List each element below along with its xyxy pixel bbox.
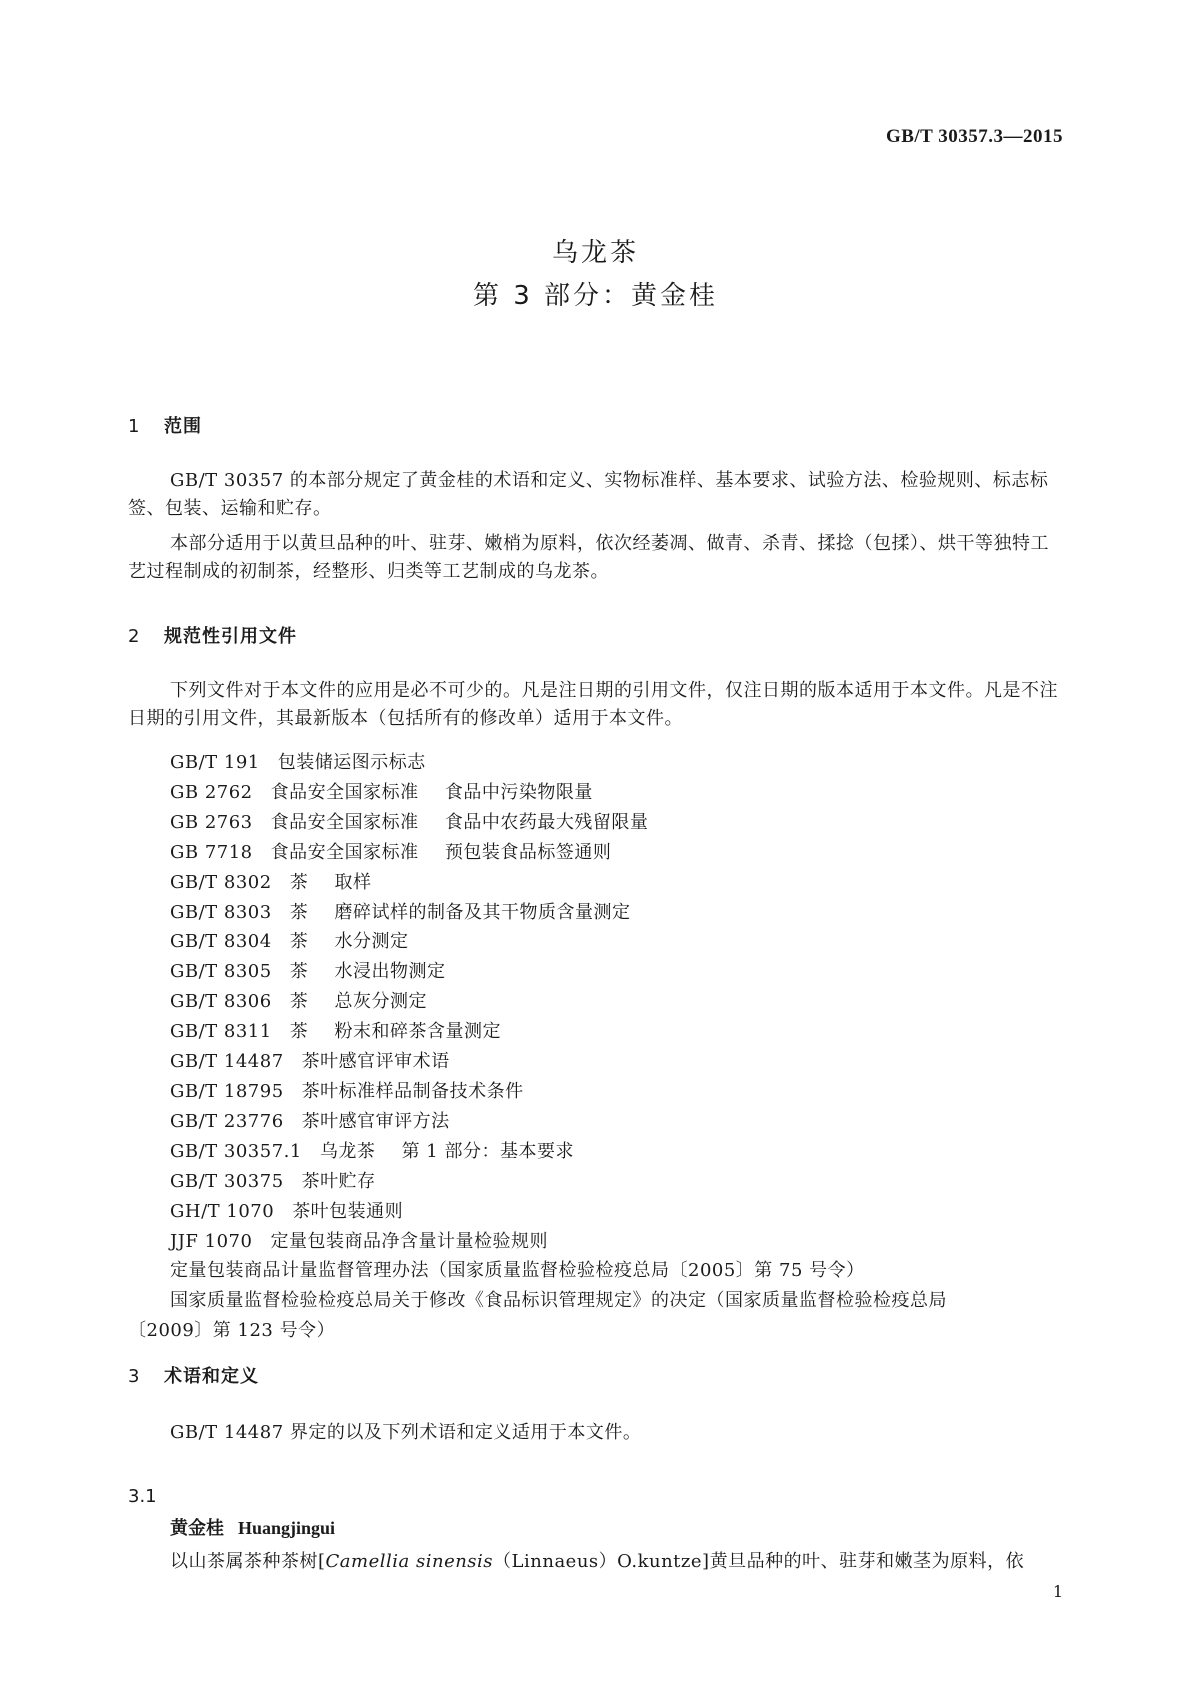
- reference-item: [128, 1286, 1064, 1346]
- reference-item: [170, 1077, 1064, 1107]
- definition-author: （Linnaeus）O.kuntze: [493, 1551, 703, 1572]
- reference-subtitle: 预包装食品标签通则: [444, 841, 612, 863]
- reference-code: GB/T 8302: [170, 871, 272, 893]
- reference-subtitle: 水浸出物测定: [334, 961, 446, 983]
- scope-paragraph-1: GB/T 30357 的本部分规定了黄金桂的术语和定义、实物标准样、基本要求、试验方法、检验规则、标志标签、包装、运输和贮存。: [128, 470, 1049, 519]
- document-title: 乌龙茶: [551, 238, 639, 268]
- reference-text-continued: 〔2009〕第 123 号令）: [128, 1320, 336, 1342]
- reference-item: [170, 748, 1064, 778]
- section-number: 1: [128, 416, 141, 437]
- section-title: 术语和定义: [164, 1366, 259, 1387]
- reference-title: 乌龙茶: [319, 1140, 376, 1162]
- reference-item: [170, 1017, 1064, 1047]
- reference-subtitle: 食品中农药最大残留限量: [444, 811, 649, 833]
- reference-list: [128, 748, 1064, 1346]
- latin-name: Camellia sinensis: [325, 1551, 494, 1572]
- section-heading-scope: [128, 412, 202, 438]
- reference-item: [170, 868, 1064, 898]
- reference-subtitle: 粉末和碎茶含量测定: [334, 1021, 501, 1043]
- reference-title: 茶: [289, 991, 309, 1013]
- reference-code: GB 2762: [170, 781, 253, 803]
- reference-title: 茶: [289, 931, 309, 953]
- reference-item: [170, 957, 1064, 987]
- reference-title: 茶: [289, 1021, 309, 1043]
- definition-text: 以山茶属茶种茶树[: [170, 1551, 326, 1572]
- reference-subtitle: 第 1 部分：基本要求: [401, 1140, 574, 1162]
- reference-title: 食品安全国家标准: [270, 811, 419, 833]
- term-number: 3.1: [128, 1486, 157, 1507]
- term-heading: [170, 1514, 335, 1540]
- document-subtitle: 第 3 部分：黄金桂: [472, 281, 719, 311]
- reference-title: 茶叶贮存: [301, 1170, 376, 1192]
- reference-item: [170, 927, 1064, 957]
- reference-item: [170, 1227, 1064, 1257]
- reference-title: 茶叶标准样品制备技术条件: [301, 1080, 524, 1102]
- reference-title: 茶叶包装通则: [292, 1200, 404, 1222]
- reference-code: GB/T 18795: [170, 1080, 284, 1102]
- reference-code: GB 2763: [170, 811, 253, 833]
- reference-code: GB/T 8303: [170, 901, 272, 923]
- term-definition: [170, 1547, 1064, 1573]
- reference-subtitle: 总灰分测定: [334, 991, 427, 1013]
- section-heading-normative: [128, 622, 297, 648]
- term-english: Huangjingui: [238, 1518, 336, 1538]
- reference-item: [170, 778, 1064, 808]
- section-heading-terms: [128, 1362, 259, 1388]
- reference-item: [170, 1167, 1064, 1197]
- reference-item: [170, 1137, 1064, 1167]
- term-chinese: 黄金桂: [170, 1518, 224, 1539]
- page-number: 1: [1052, 1582, 1063, 1601]
- reference-item: [170, 987, 1064, 1017]
- reference-code: GB 7718: [170, 841, 253, 863]
- reference-code: GB/T 8305: [170, 961, 272, 983]
- scope-paragraph-2: 本部分适用于以黄旦品种的叶、驻芽、嫩梢为原料，依次经萎凋、做青、杀青、揉捻（包揉）、烘干等独特工艺过程制成的初制茶，经整形、归类等工艺制成的乌龙茶。: [128, 533, 1049, 582]
- reference-title: 茶叶感官评审术语: [301, 1051, 450, 1073]
- reference-code: GB/T 8304: [170, 931, 272, 953]
- reference-title: 包装储运图示标志: [277, 752, 426, 773]
- reference-item: [170, 898, 1064, 928]
- section-title: 规范性引用文件: [164, 626, 297, 647]
- reference-title: 茶: [289, 871, 309, 893]
- reference-code: GB/T 8306: [170, 991, 272, 1013]
- reference-subtitle: 水分测定: [334, 931, 409, 953]
- normative-intro: 下列文件对于本文件的应用是必不可少的。凡是注日期的引用文件，仅注日期的版本适用于本文件。凡是不注日期的引用文件，其最新版本（包括所有的修改单）适用于本文件。: [128, 680, 1058, 729]
- reference-item: [170, 808, 1064, 838]
- reference-subtitle: 取样: [334, 871, 372, 893]
- terms-intro: GB/T 14487 界定的以及下列术语和定义适用于本文件。: [170, 1422, 642, 1443]
- standard-code: GB/T 30357.3—2015: [885, 126, 1063, 147]
- reference-code: GB/T 14487: [170, 1051, 284, 1073]
- reference-code: JJF 1070: [170, 1230, 253, 1252]
- definition-text-continued: ]黄旦品种的叶、驻芽和嫩茎为原料，依: [702, 1551, 1025, 1572]
- reference-item: [170, 838, 1064, 868]
- reference-title: 食品安全国家标准: [270, 781, 419, 803]
- reference-subtitle: 食品中污染物限量: [444, 781, 593, 803]
- reference-code: GB/T 8311: [170, 1021, 272, 1043]
- reference-title: 定量包装商品净含量计量检验规则: [270, 1230, 548, 1252]
- reference-item: [170, 1197, 1064, 1227]
- reference-subtitle: 磨碎试样的制备及其干物质含量测定: [334, 901, 631, 923]
- section-number: 2: [128, 626, 141, 647]
- reference-title: 食品安全国家标准: [270, 841, 419, 863]
- reference-item: [170, 1047, 1064, 1077]
- reference-code: GB/T 30375: [170, 1170, 284, 1192]
- section-number: 3: [128, 1366, 141, 1387]
- reference-code: GB/T 23776: [170, 1110, 284, 1132]
- reference-item: 定量包装商品计量监督管理办法（国家质量监督检验检疫总局〔2005〕第 75 号令）: [170, 1260, 865, 1282]
- reference-title: 茶: [289, 901, 309, 923]
- reference-title: 茶: [289, 961, 309, 983]
- reference-text: 国家质量监督检验检疫总局关于修改《食品标识管理规定》的决定（国家质量监督检验检疫总局: [170, 1290, 947, 1312]
- reference-code: GB/T 30357.1: [170, 1140, 302, 1162]
- reference-title: 茶叶感官审评方法: [301, 1110, 450, 1132]
- reference-code: GB/T 191: [170, 752, 260, 773]
- section-title: 范围: [164, 416, 202, 437]
- reference-item: [170, 1107, 1064, 1137]
- reference-code: GH/T 1070: [170, 1200, 275, 1222]
